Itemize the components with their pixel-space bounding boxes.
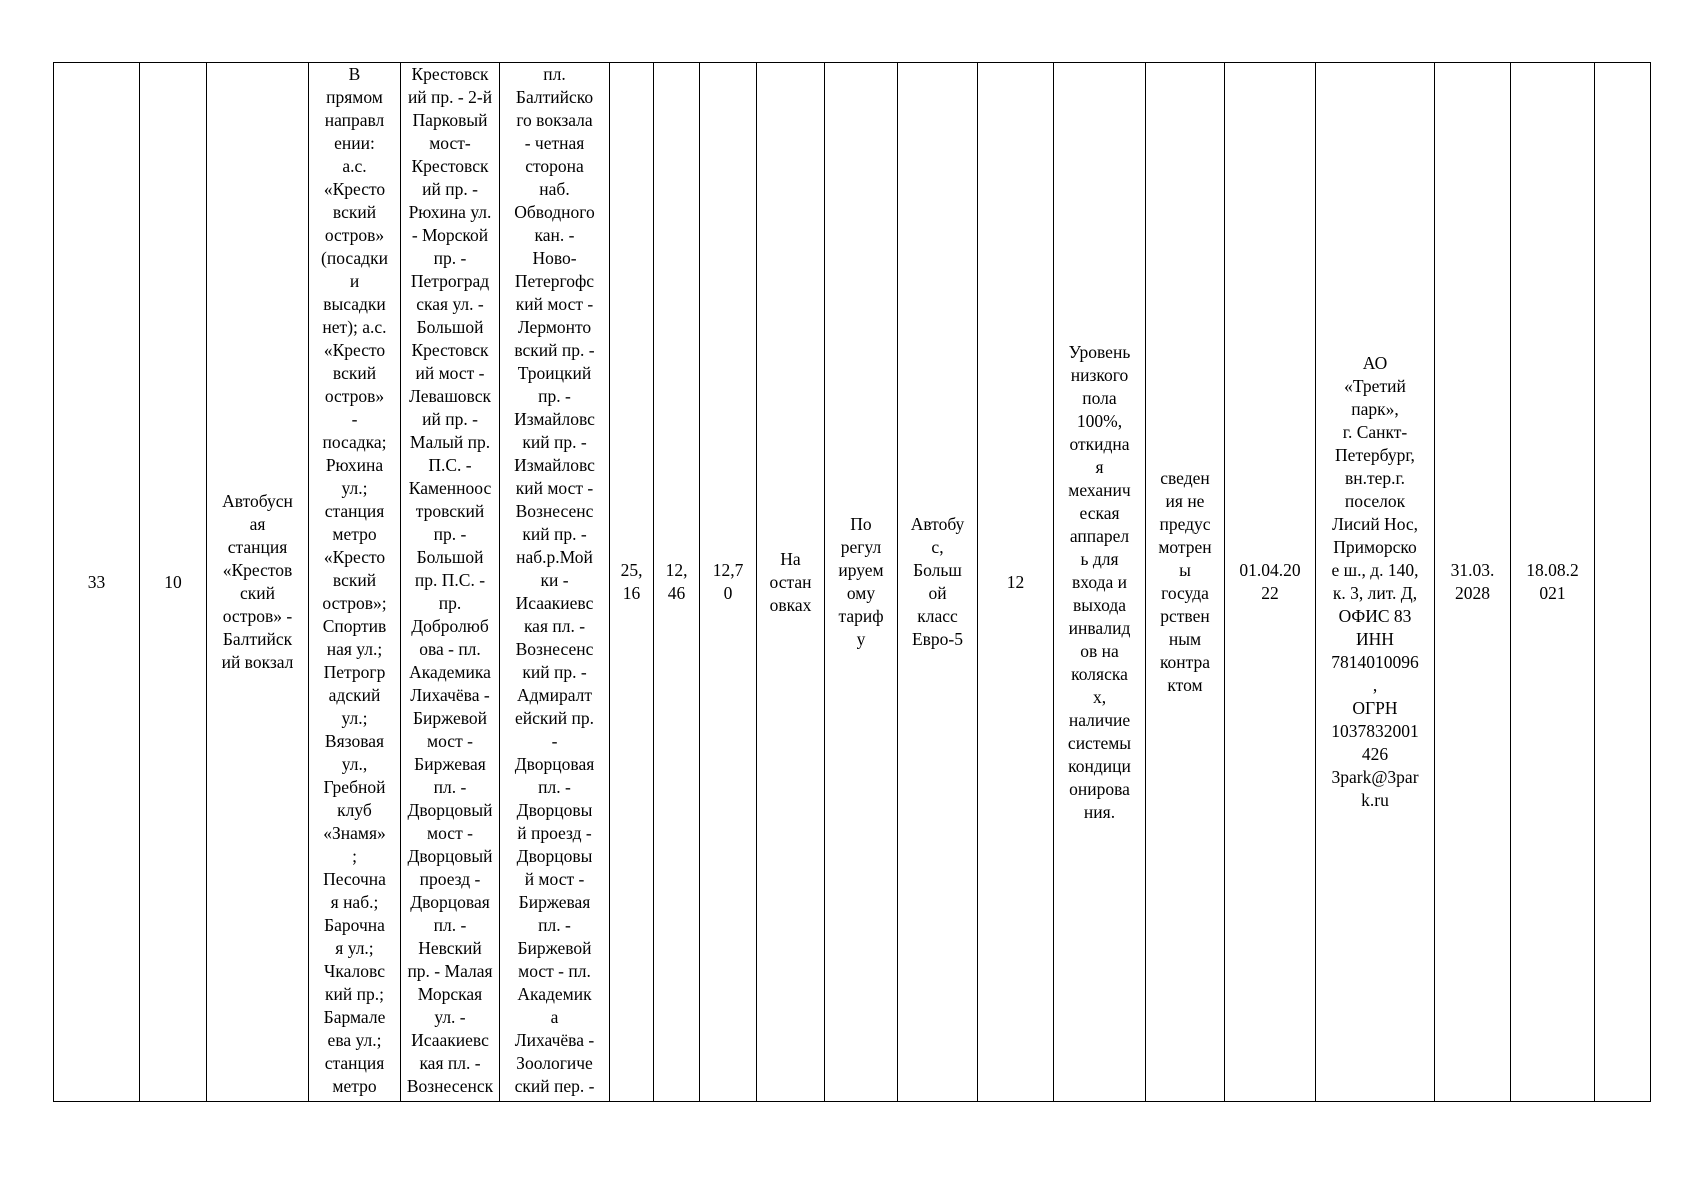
contract-info: сведен ия не предус мотрен ы госуда рствен ным контра ктом bbox=[1146, 63, 1225, 1102]
route-register-table bbox=[53, 62, 1651, 1102]
end-date: 31.03. 2028 bbox=[1435, 63, 1511, 1102]
tariff-type: По регул ируем ому тариф у bbox=[825, 63, 898, 1102]
row-number: 33 bbox=[54, 63, 140, 1102]
empty-cell bbox=[1595, 63, 1651, 1102]
registration-number: 10 bbox=[140, 63, 207, 1102]
route-length-backward: 12,7 0 bbox=[700, 63, 757, 1102]
streets-backward: пл. Балтийско го вокзала - четная сторона наб. Обводного кан. - Ново- Петергофс кий мост - Лермонто вский пр. - Троицкий пр. - Измайловс кий пр. - Измайловс кий мост - Вознесенс кий пр. - наб.р.Мой ки - Исаакиевс кая пл. - Вознесенс кий пр. - Адмиралт ейский пр. - Дворцовая пл. - Дворцовы й проезд - Дворцовы й мост - Биржевая пл. - Биржевой мост - пл. Академик а Лихачёва - Зоологиче ский пер. - bbox=[500, 63, 610, 1102]
carrier-info: АО «Третий парк», г. Санкт- Петербург, вн.тер.г. поселок Лисий Нос, Приморско е ш., д. 140, к. 3, лит. Д, ОФИС 83 ИНН 7814010096 , ОГРН 1037832001 426 3park@3par k.ru bbox=[1316, 63, 1435, 1102]
start-date: 01.04.20 22 bbox=[1225, 63, 1316, 1102]
route-row bbox=[54, 63, 1651, 1102]
route-length-forward: 12, 46 bbox=[654, 63, 700, 1102]
stops-list: В прямом направл ении: а.с. «Кресто вский остров» (посадки и высадки нет); а.с. «Кресто вский остров» - посадка; Рюхина ул.; станция метро «Кресто вский остров»; Спортив ная ул.; Петрогр адский ул.; Вязовая ул., Гребной клуб «Знамя» ; Песочна я наб.; Барочна я ул.; Чкаловс кий пр.; Бармале ева ул.; станция метро bbox=[309, 63, 401, 1102]
boarding-procedure: На остан овках bbox=[757, 63, 825, 1102]
registration-date: 18.08.2 021 bbox=[1511, 63, 1595, 1102]
vehicle-characteristics: Уровень низкого пола 100%, откидна я механич еская аппарел ь для входа и выхода инвалид ов на коляска х, наличие системы кондици онирова ния. bbox=[1054, 63, 1146, 1102]
route-length-total: 25, 16 bbox=[610, 63, 654, 1102]
vehicle-count: 12 bbox=[978, 63, 1054, 1102]
streets-forward: Крестовск ий пр. - 2-й Парковый мост- Крестовск ий пр. - Рюхина ул. - Морской пр. - Петроград ская ул. - Большой Крестовск ий мост - Левашовск ий пр. - Малый пр. П.С. - Каменноос тровский пр. - Большой пр. П.С. - пр. Добролюб ова - пл. Академика Лихачёва - Биржевой мост - Биржевая пл. - Дворцовый мост - Дворцовый проезд - Дворцовая пл. - Невский пр. - Малая Морская ул. - Исаакиевс кая пл. - Вознесенск bbox=[401, 63, 500, 1102]
route-name: Автобусн ая станция «Крестов ский остров» - Балтийск ий вокзал bbox=[207, 63, 309, 1102]
vehicle-type: Автобу с, Больш ой класс Евро-5 bbox=[898, 63, 978, 1102]
